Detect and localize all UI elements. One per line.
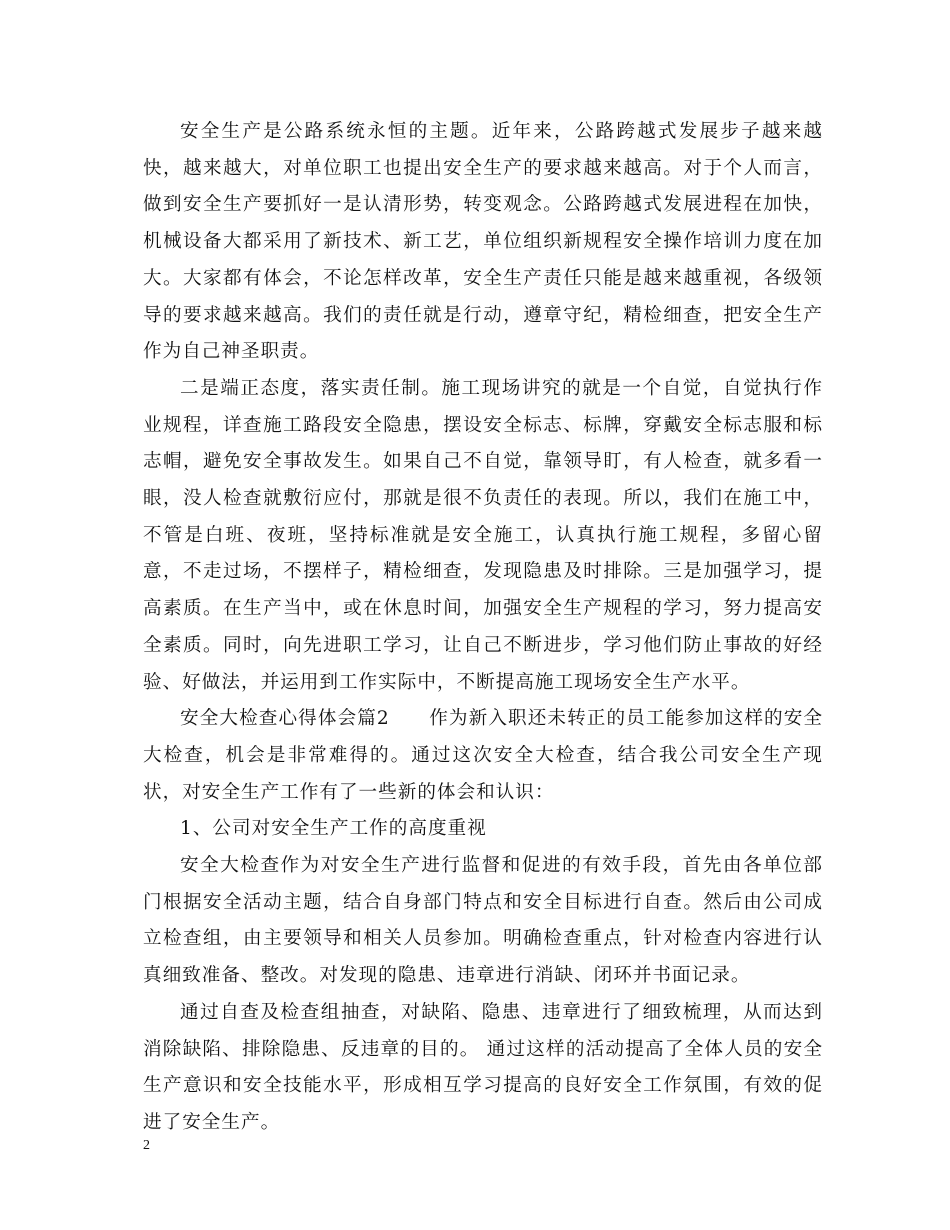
paragraph-2: 二是端正态度，落实责任制。施工现场讲究的就是一个自觉，自觉执行作业规程，详查施工路段安全隐患，摆设安全标志、标牌，穿戴安全标志服和标志帽，避免安全事故发生。如果自己不自觉，靠领导盯，有人检查，就多看一眼，没人检查就敷衍应付，那就是很不负责任的表现。所以，我们在施工中，不管是白班、夜班，坚持标准就是安全施工，认真执行施工规程，多留心留意，不走过场，不摆样子，精检细查，发现隐患及时排除。三是加强学习，提高素质。在生产当中，或在休息时间，加强安全生产规程的学习，努力提高安全素质。同时，向先进职工学习，让自己不断进步，学习他们防止事故的好经验、好做法，并运用到工作实际中，不断提高施工现场安全生产水平。 <box>143 377 823 693</box>
document-body <box>143 114 823 1142</box>
paragraph-1: 安全生产是公路系统永恒的主题。近年来，公路跨越式发展步子越来越快，越来越大，对单位职工也提出安全生产的要求越来越高。对于个人而言，做到安全生产要抓好一是认清形势，转变观念。公路跨越式发展进程在加快，机械设备大都采用了新技术、新工艺，单位组织新规程安全操作培训力度在加大。大家都有体会，不论怎样改革，安全生产责任只能是越来越重视，各级领导的要求越来越高。我们的责任就是行动，遵章守纪，精检细查，把安全生产作为自己神圣职责。 <box>143 121 823 363</box>
paragraph-4: 1、公司对安全生产工作的高度重视 <box>180 818 487 840</box>
page-number: 2 <box>143 1138 150 1153</box>
paragraph-3: 安全大检查心得体会篇2 作为新入职还未转正的员工能参加这样的安全大检查，机会是非常难得的。通过这次安全大检查，结合我公司安全生产现状，对安全生产工作有了一些新的体会和认识： <box>143 708 823 803</box>
paragraph-6: 通过自查及检查组抽查，对缺陷、隐患、违章进行了细致梳理，从而达到消除缺陷、排除隐患、反违章的目的。 通过这样的活动提高了全体人员的安全生产意识和安全技能水平，形成相互学习提高的良好安全工作氛围，有效的促进了安全生产。 <box>143 1001 823 1133</box>
paragraph-5: 安全大检查作为对安全生产进行监督和促进的有效手段，首先由各单位部门根据安全活动主题，结合自身部门特点和安全目标进行自查。然后由公司成立检查组，由主要领导和相关人员参加。明确检查重点，针对检查内容进行认真细致准备、整改。对发现的隐患、违章进行消缺、闭环并书面记录。 <box>143 855 823 987</box>
